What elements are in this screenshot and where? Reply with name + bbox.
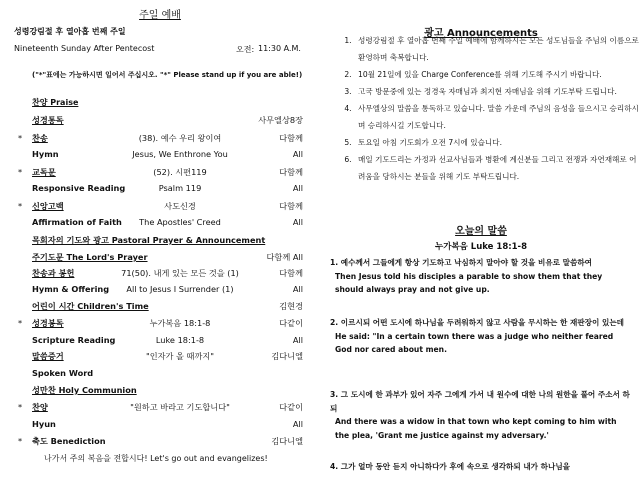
order-label: Hyun	[32, 419, 56, 429]
verse-block	[330, 460, 630, 474]
stand-marker: *	[18, 318, 23, 328]
order-leader: All	[292, 149, 303, 159]
order-leader: 다같이	[279, 402, 303, 412]
order-item: (52). 시편119	[153, 167, 207, 177]
week-english: Nineteenth Sunday After Pentecost	[14, 44, 155, 53]
order-item: 누가복음 18:1-8	[149, 318, 211, 328]
stand-marker: *	[18, 133, 23, 143]
order-label: Spoken Word	[32, 368, 94, 378]
time-label: 오전:	[236, 45, 255, 54]
order-item: "인자가 올 때까지"	[145, 351, 215, 361]
verse-english: He said: "In a certain town there was a judge who neither feared God nor cared about men.	[335, 331, 614, 354]
order-leader: 사무엘상8장	[258, 115, 303, 125]
announcement-list	[340, 32, 640, 185]
order-label: Hymn	[32, 149, 59, 159]
stand-note: ("*"표에는 가능하시면 일어서 주십시오. "*" Please stand up if you are able!)	[32, 71, 303, 79]
announcements-title: 광고 Announcements	[424, 28, 538, 39]
order-leader: All	[292, 419, 303, 429]
order-label: 찬송	[32, 133, 48, 143]
order-item: (38). 예수 우리 왕이여	[138, 133, 222, 143]
order-leader: All	[292, 335, 303, 345]
order-leader: 다함께	[279, 268, 303, 278]
announcement-item: 5. 토요일 아침 기도회가 오전 7시에 있습니다.	[354, 134, 640, 151]
order-item: Jesus, We Enthrone You	[132, 149, 228, 159]
order-item: Psalm 119	[158, 183, 202, 193]
order-item: 71(50). 내게 있는 모든 것을 (1)	[121, 268, 239, 278]
service-time: 11:30 A.M.	[258, 44, 301, 53]
order-leader: 다함께	[279, 201, 303, 211]
order-label: 신앙고백	[32, 201, 64, 211]
order-label: Scripture Reading	[32, 335, 116, 345]
praise-heading: 찬양 Praise	[32, 98, 79, 107]
verse-korean: 4. 그가 얼마 동안 듣지 아니하다가 후에 속으로 생각하되 내가 하나님을	[330, 462, 570, 471]
announcement-item: 3. 고국 방문중에 있는 정경욱 자매님과 최지현 자매님을 위해 기도부탁 드립니다.	[354, 83, 640, 100]
order-leader: 다함께 All	[266, 252, 303, 262]
stand-marker: *	[18, 167, 23, 177]
verse-block	[330, 388, 630, 442]
verse-block	[330, 316, 630, 357]
scripture-reference: 누가복음 Luke 18:1-8	[434, 242, 527, 252]
order-label: 어린이 시간 Children's Time	[32, 301, 149, 311]
verse-korean: 3. 그 도시에 한 과부가 있어 자주 그에게 가서 내 원수에 대한 나의 원한을 풀어 주소서 하되	[330, 390, 630, 413]
order-label: 성경통독	[32, 115, 64, 125]
order-label: 축도 Benediction	[32, 436, 106, 446]
announcement-item: 1. 성령강림절 후 열아홉 번째 주일 예배에 함께하시는 모든 성도님들을 주님의 이름으로 환영하며 축복합니다.	[354, 32, 640, 66]
announcement-item: 6. 매일 기도드리는 가정과 선교사님들과 병환에 계신분들 그리고 전쟁과 자연재해로 어려움을 당하시는 분들을 위해 기도 부탁드립니다.	[354, 151, 640, 185]
order-label: 주기도문 The Lord's Prayer	[32, 252, 148, 262]
order-leader: 김다니엘	[271, 351, 303, 361]
verse-english: And there was a widow in that town who kept coming to him with the plea, 'Grant me justice against my adversary.'	[335, 417, 617, 440]
verse-korean: 2. 이르시되 어떤 도시에 하나님을 두려워하지 않고 사람을 무시하는 한 재판장이 있는데	[330, 318, 624, 327]
order-label: Responsive Reading	[32, 183, 126, 193]
order-label: 말씀증거	[32, 351, 64, 361]
order-leader: 다같이	[279, 318, 303, 328]
order-item: The Apostles' Creed	[139, 217, 221, 227]
stand-marker: *	[18, 201, 23, 211]
order-label: Affirmation of Faith	[32, 217, 122, 227]
week-korean: 성령강림절 후 열아홉 번째 주일	[14, 27, 126, 36]
closing-line: 나가서 주의 복음을 전합시다! Let's go out and evangelizes!	[44, 454, 268, 463]
order-label: 성만찬 Holy Communion	[32, 385, 137, 395]
verse-korean: 1. 예수께서 그들에게 항상 기도하고 낙심하지 말아야 할 것을 비유로 말씀하여	[330, 258, 593, 267]
order-label: 성경봉독	[32, 318, 64, 328]
word-title: 오늘의 말씀	[455, 226, 507, 237]
service-title: 주일 예배	[139, 10, 181, 21]
stand-marker: *	[18, 402, 23, 412]
order-leader: All	[292, 183, 303, 193]
announcement-item: 2. 10월 21일에 있을 Charge Conference를 위해 기도해 주시기 바랍니다.	[354, 66, 640, 83]
order-item: "원하고 바라고 기도합니다"	[130, 402, 230, 412]
order-leader: 다함께	[279, 167, 303, 177]
verse-block	[330, 256, 630, 297]
stand-marker: *	[18, 436, 23, 446]
order-label: 교독문	[32, 167, 56, 177]
order-item: All to Jesus I Surrender (1)	[126, 284, 234, 294]
order-item: Luke 18:1-8	[155, 335, 205, 345]
order-leader: All	[292, 284, 303, 294]
order-leader: 다함께	[279, 133, 303, 143]
order-leader: 김현경	[279, 301, 303, 311]
order-label: 찬양	[32, 402, 48, 412]
verse-english: Then Jesus told his disciples a parable to show them that they should always pray and not give up.	[335, 271, 603, 294]
order-label: 찬송과 봉헌	[32, 268, 75, 278]
order-leader: 김다니엘	[271, 436, 303, 446]
order-label: 목회자의 기도와 광고 Pastoral Prayer & Announcement	[32, 235, 266, 245]
order-item: 사도신경	[164, 201, 196, 211]
announcement-item: 4. 사무엘상의 말씀을 통독하고 있습니다. 말씀 가운데 주님의 음성을 들으시고 승리하시며 승리하시길 기도합니다.	[354, 100, 640, 134]
order-label: Hymn & Offering	[32, 284, 110, 294]
order-leader: All	[292, 217, 303, 227]
